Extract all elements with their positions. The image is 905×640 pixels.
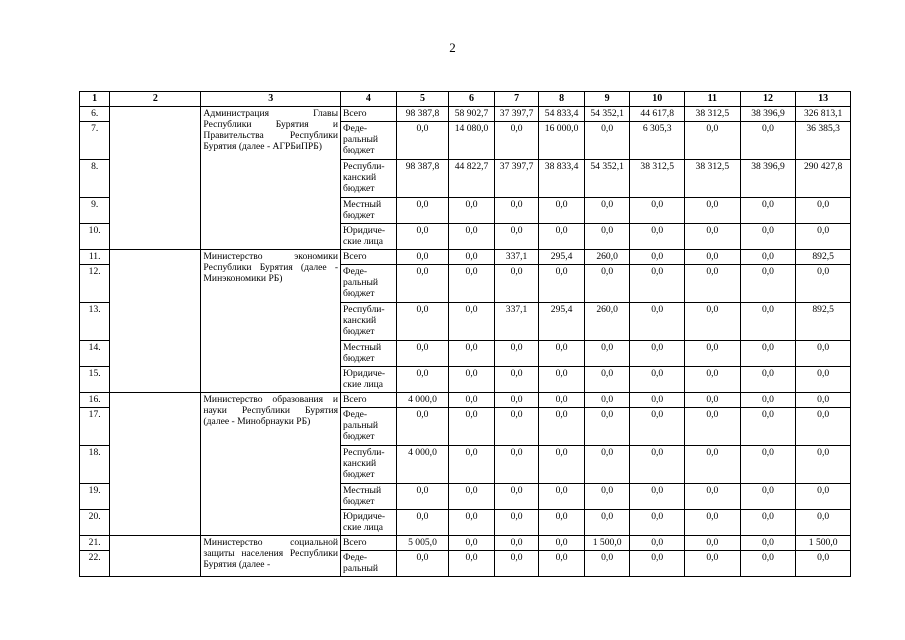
value-cell: 0,0	[630, 224, 685, 250]
header-cell: 6	[449, 92, 495, 107]
value-cell: 38 396,9	[740, 107, 796, 122]
value-cell: 0,0	[449, 224, 495, 250]
value-cell: 58 902,7	[449, 107, 495, 122]
value-cell: 5 005,0	[396, 536, 449, 551]
value-cell: 0,0	[539, 198, 585, 224]
funding-source: Феде-ральный	[341, 551, 397, 577]
row-number: 6.	[80, 107, 110, 122]
value-cell: 0,0	[539, 446, 585, 484]
value-cell: 0,0	[796, 265, 851, 303]
row-number: 14.	[80, 341, 110, 367]
value-cell: 0,0	[494, 551, 539, 577]
value-cell: 0,0	[396, 484, 449, 510]
value-cell: 0,0	[796, 446, 851, 484]
header-cell: 10	[630, 92, 685, 107]
value-cell: 0,0	[539, 551, 585, 577]
value-cell: 0,0	[539, 536, 585, 551]
funding-source: Всего	[341, 536, 397, 551]
value-cell: 0,0	[539, 367, 585, 393]
department-name: Администрация Главы Республики Бурятия и Правительства Республики Бурятия (далее - АГРБиПРБ)	[201, 107, 341, 250]
value-cell: 0,0	[584, 122, 630, 160]
row-number: 18.	[80, 446, 110, 484]
value-cell: 0,0	[494, 367, 539, 393]
value-cell: 0,0	[449, 393, 495, 408]
header-cell: 7	[494, 92, 539, 107]
empty-cell	[110, 393, 201, 536]
value-cell: 38 833,4	[539, 160, 585, 198]
value-cell: 0,0	[740, 536, 796, 551]
row-number: 19.	[80, 484, 110, 510]
value-cell: 0,0	[630, 341, 685, 367]
value-cell: 0,0	[494, 484, 539, 510]
value-cell: 0,0	[494, 536, 539, 551]
value-cell: 0,0	[740, 393, 796, 408]
value-cell: 892,5	[796, 303, 851, 341]
value-cell: 0,0	[494, 446, 539, 484]
value-cell: 0,0	[449, 341, 495, 367]
row-number: 8.	[80, 160, 110, 198]
value-cell: 0,0	[494, 198, 539, 224]
row-number: 21.	[80, 536, 110, 551]
row-number: 22.	[80, 551, 110, 577]
value-cell: 0,0	[494, 224, 539, 250]
value-cell: 0,0	[630, 367, 685, 393]
value-cell: 38 312,5	[630, 160, 685, 198]
value-cell: 0,0	[740, 341, 796, 367]
value-cell: 0,0	[740, 446, 796, 484]
value-cell: 295,4	[539, 303, 585, 341]
funding-source: Юридиче-ские лица	[341, 224, 397, 250]
value-cell: 0,0	[539, 224, 585, 250]
value-cell: 0,0	[685, 446, 741, 484]
value-cell: 0,0	[584, 408, 630, 446]
table-row	[80, 393, 851, 408]
value-cell: 0,0	[796, 408, 851, 446]
value-cell: 260,0	[584, 303, 630, 341]
value-cell: 0,0	[740, 265, 796, 303]
value-cell: 0,0	[396, 408, 449, 446]
value-cell: 0,0	[630, 393, 685, 408]
funding-source: Местный бюджет	[341, 484, 397, 510]
value-cell: 0,0	[740, 198, 796, 224]
header-cell: 13	[796, 92, 851, 107]
value-cell: 892,5	[796, 250, 851, 265]
header-cell: 12	[740, 92, 796, 107]
value-cell: 0,0	[630, 536, 685, 551]
value-cell: 38 396,9	[740, 160, 796, 198]
value-cell: 0,0	[449, 551, 495, 577]
value-cell: 0,0	[740, 224, 796, 250]
value-cell: 0,0	[796, 510, 851, 536]
value-cell: 326 813,1	[796, 107, 851, 122]
row-number: 16.	[80, 393, 110, 408]
value-cell: 337,1	[494, 250, 539, 265]
funding-source: Местный бюджет	[341, 341, 397, 367]
funding-source: Юридиче-ские лица	[341, 510, 397, 536]
value-cell: 0,0	[740, 510, 796, 536]
value-cell: 0,0	[396, 198, 449, 224]
empty-cell	[110, 107, 201, 250]
value-cell: 0,0	[449, 265, 495, 303]
table-row	[80, 107, 851, 122]
value-cell: 0,0	[630, 265, 685, 303]
header-cell: 4	[341, 92, 397, 107]
department-name: Министерство образования и науки Республики Бурятия (далее - Минобрнауки РБ)	[201, 393, 341, 536]
funding-source: Республи-канский бюджет	[341, 160, 397, 198]
funding-source: Республи-канский бюджет	[341, 446, 397, 484]
value-cell: 0,0	[396, 250, 449, 265]
value-cell: 0,0	[449, 510, 495, 536]
value-cell: 38 312,5	[685, 107, 741, 122]
value-cell: 0,0	[685, 484, 741, 510]
value-cell: 0,0	[685, 510, 741, 536]
value-cell: 0,0	[740, 408, 796, 446]
value-cell: 0,0	[740, 303, 796, 341]
header-cell: 3	[201, 92, 341, 107]
value-cell: 36 385,3	[796, 122, 851, 160]
value-cell: 0,0	[539, 408, 585, 446]
row-number: 17.	[80, 408, 110, 446]
value-cell: 0,0	[740, 484, 796, 510]
header-cell: 8	[539, 92, 585, 107]
value-cell: 0,0	[796, 341, 851, 367]
budget-table	[79, 91, 851, 577]
value-cell: 0,0	[449, 367, 495, 393]
header-cell: 9	[584, 92, 630, 107]
value-cell: 260,0	[584, 250, 630, 265]
funding-source: Местный бюджет	[341, 198, 397, 224]
value-cell: 0,0	[685, 408, 741, 446]
value-cell: 0,0	[685, 265, 741, 303]
value-cell: 98 387,8	[396, 160, 449, 198]
value-cell: 0,0	[584, 446, 630, 484]
value-cell: 37 397,7	[494, 160, 539, 198]
value-cell: 38 312,5	[685, 160, 741, 198]
row-number: 9.	[80, 198, 110, 224]
header-cell: 1	[80, 92, 110, 107]
value-cell: 0,0	[449, 250, 495, 265]
value-cell: 0,0	[396, 265, 449, 303]
value-cell: 0,0	[685, 250, 741, 265]
value-cell: 37 397,7	[494, 107, 539, 122]
value-cell: 14 080,0	[449, 122, 495, 160]
empty-cell	[110, 536, 201, 577]
value-cell: 44 822,7	[449, 160, 495, 198]
row-number: 10.	[80, 224, 110, 250]
value-cell: 0,0	[740, 367, 796, 393]
header-cell: 5	[396, 92, 449, 107]
value-cell: 0,0	[539, 265, 585, 303]
value-cell: 0,0	[630, 510, 685, 536]
value-cell: 0,0	[584, 265, 630, 303]
funding-source: Республи-канский бюджет	[341, 303, 397, 341]
funding-source: Феде-ральный бюджет	[341, 408, 397, 446]
value-cell: 337,1	[494, 303, 539, 341]
header-cell: 2	[110, 92, 201, 107]
header-cell: 11	[685, 92, 741, 107]
value-cell: 0,0	[396, 510, 449, 536]
value-cell: 0,0	[630, 408, 685, 446]
value-cell: 0,0	[494, 122, 539, 160]
value-cell: 0,0	[584, 510, 630, 536]
value-cell: 98 387,8	[396, 107, 449, 122]
value-cell: 0,0	[630, 250, 685, 265]
value-cell: 0,0	[584, 367, 630, 393]
value-cell: 0,0	[796, 224, 851, 250]
value-cell: 0,0	[396, 341, 449, 367]
funding-source: Всего	[341, 250, 397, 265]
row-number: 15.	[80, 367, 110, 393]
value-cell: 0,0	[584, 341, 630, 367]
value-cell: 0,0	[630, 198, 685, 224]
value-cell: 0,0	[685, 536, 741, 551]
value-cell: 1 500,0	[796, 536, 851, 551]
value-cell: 54 833,4	[539, 107, 585, 122]
value-cell: 0,0	[449, 446, 495, 484]
value-cell: 0,0	[740, 250, 796, 265]
value-cell: 0,0	[685, 367, 741, 393]
empty-cell	[110, 250, 201, 393]
value-cell: 4 000,0	[396, 393, 449, 408]
value-cell: 0,0	[449, 198, 495, 224]
funding-source: Всего	[341, 107, 397, 122]
value-cell: 0,0	[584, 198, 630, 224]
value-cell: 4 000,0	[396, 446, 449, 484]
value-cell: 0,0	[740, 122, 796, 160]
funding-source: Юридиче-ские лица	[341, 367, 397, 393]
value-cell: 0,0	[630, 484, 685, 510]
value-cell: 0,0	[539, 393, 585, 408]
value-cell: 16 000,0	[539, 122, 585, 160]
value-cell: 295,4	[539, 250, 585, 265]
table-row	[80, 250, 851, 265]
value-cell: 0,0	[396, 122, 449, 160]
value-cell: 0,0	[796, 198, 851, 224]
value-cell: 0,0	[396, 224, 449, 250]
value-cell: 0,0	[449, 484, 495, 510]
value-cell: 0,0	[685, 122, 741, 160]
value-cell: 0,0	[494, 265, 539, 303]
value-cell: 0,0	[449, 303, 495, 341]
row-number: 13.	[80, 303, 110, 341]
value-cell: 0,0	[685, 303, 741, 341]
funding-source: Феде-ральный бюджет	[341, 122, 397, 160]
value-cell: 0,0	[584, 224, 630, 250]
row-number: 11.	[80, 250, 110, 265]
value-cell: 0,0	[630, 551, 685, 577]
value-cell: 0,0	[584, 551, 630, 577]
value-cell: 54 352,1	[584, 107, 630, 122]
page-number: 2	[449, 40, 456, 55]
row-number: 7.	[80, 122, 110, 160]
funding-source: Феде-ральный бюджет	[341, 265, 397, 303]
value-cell: 0,0	[796, 484, 851, 510]
value-cell: 0,0	[449, 536, 495, 551]
value-cell: 0,0	[494, 408, 539, 446]
value-cell: 0,0	[494, 393, 539, 408]
value-cell: 0,0	[449, 408, 495, 446]
value-cell: 0,0	[685, 224, 741, 250]
value-cell: 1 500,0	[584, 536, 630, 551]
value-cell: 0,0	[630, 303, 685, 341]
value-cell: 0,0	[539, 510, 585, 536]
value-cell: 0,0	[539, 484, 585, 510]
value-cell: 0,0	[630, 446, 685, 484]
department-name: Министерство экономики Республики Бурятия (далее - Минэкономики РБ)	[201, 250, 341, 393]
table-header-row	[80, 92, 851, 107]
value-cell: 0,0	[396, 303, 449, 341]
value-cell: 0,0	[685, 198, 741, 224]
value-cell: 290 427,8	[796, 160, 851, 198]
value-cell: 0,0	[685, 551, 741, 577]
value-cell: 44 617,8	[630, 107, 685, 122]
value-cell: 0,0	[494, 341, 539, 367]
value-cell: 0,0	[494, 510, 539, 536]
value-cell: 0,0	[685, 393, 741, 408]
value-cell: 0,0	[796, 367, 851, 393]
department-name: Министерство социальной защиты населения Республики Бурятия (далее -	[201, 536, 341, 577]
value-cell: 6 305,3	[630, 122, 685, 160]
value-cell: 0,0	[796, 551, 851, 577]
table-row	[80, 536, 851, 551]
value-cell: 0,0	[740, 551, 796, 577]
value-cell: 0,0	[396, 551, 449, 577]
value-cell: 0,0	[584, 484, 630, 510]
value-cell: 0,0	[396, 367, 449, 393]
value-cell: 0,0	[584, 393, 630, 408]
value-cell: 54 352,1	[584, 160, 630, 198]
row-number: 12.	[80, 265, 110, 303]
value-cell: 0,0	[796, 393, 851, 408]
row-number: 20.	[80, 510, 110, 536]
value-cell: 0,0	[539, 341, 585, 367]
funding-source: Всего	[341, 393, 397, 408]
value-cell: 0,0	[685, 341, 741, 367]
